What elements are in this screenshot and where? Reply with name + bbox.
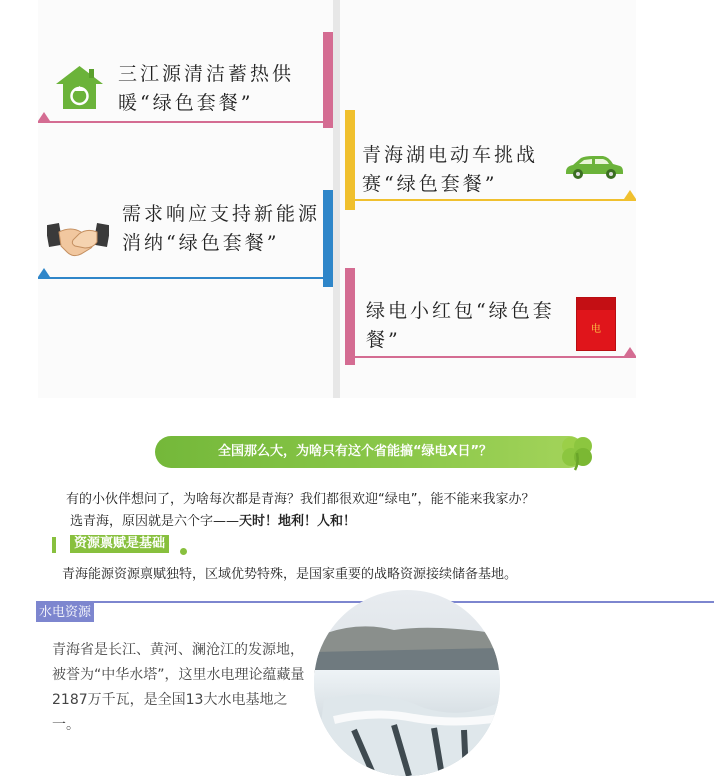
hydro-label: 水电资源 bbox=[36, 603, 94, 622]
color-cap bbox=[323, 190, 333, 287]
dam-photo bbox=[314, 590, 500, 776]
banner-title: 全国那么大，为啥只有这个省能搞“绿电X日”？ bbox=[217, 444, 493, 459]
color-cap bbox=[345, 268, 355, 365]
section-body: 青海能源资源禀赋独特，区域优势特殊，是国家重要的战略资源接续储备基地。 bbox=[62, 567, 518, 582]
marker-triangle bbox=[624, 190, 636, 199]
timeline-spine bbox=[333, 0, 340, 398]
intro-line-2 bbox=[70, 510, 670, 529]
clover-icon bbox=[557, 433, 597, 471]
hydro-body: 青海省是长江、黄河、澜沧江的发源地，被誉为“中华水塔”，这里水电理论蕴藏量2187万千瓦，是全国13大水电基地之一。 bbox=[52, 642, 305, 733]
handshake-icon bbox=[47, 218, 109, 260]
timeline-item-text: 需求响应支持新能源消纳“绿色套餐” bbox=[122, 203, 321, 254]
underline bbox=[38, 277, 326, 279]
car-icon bbox=[563, 154, 625, 180]
section-marker-bar bbox=[52, 537, 56, 553]
timeline-item-text: 三江源清洁蓄热供暖“绿色套餐” bbox=[118, 63, 295, 114]
red-envelope-icon bbox=[576, 297, 616, 351]
house-recycle-icon bbox=[56, 66, 103, 109]
envelope-character: 电 bbox=[591, 324, 601, 335]
marker-triangle bbox=[624, 347, 636, 356]
intro-line-1: 有的小伙伴想问了，为啥每次都是青海？我们都很欢迎“绿电”，能不能来我家办？ bbox=[66, 492, 535, 507]
intro-line-2-emphasis: 天时！地利！人和！ bbox=[239, 514, 357, 529]
underline bbox=[348, 199, 636, 201]
section-dot bbox=[180, 548, 187, 555]
marker-triangle bbox=[38, 268, 50, 277]
color-cap bbox=[345, 110, 355, 210]
color-cap bbox=[323, 32, 333, 128]
underline bbox=[348, 356, 636, 358]
timeline-item-text: 青海湖电动车挑战赛“绿色套餐” bbox=[362, 144, 539, 195]
timeline-item-text: 绿电小红包“绿色套餐” bbox=[366, 300, 555, 351]
marker-triangle bbox=[38, 112, 50, 121]
underline bbox=[38, 121, 326, 123]
section-title: 资源禀赋是基础 bbox=[70, 535, 169, 553]
intro-line-2-prefix: 选青海，原因就是六个字—— bbox=[70, 514, 240, 529]
